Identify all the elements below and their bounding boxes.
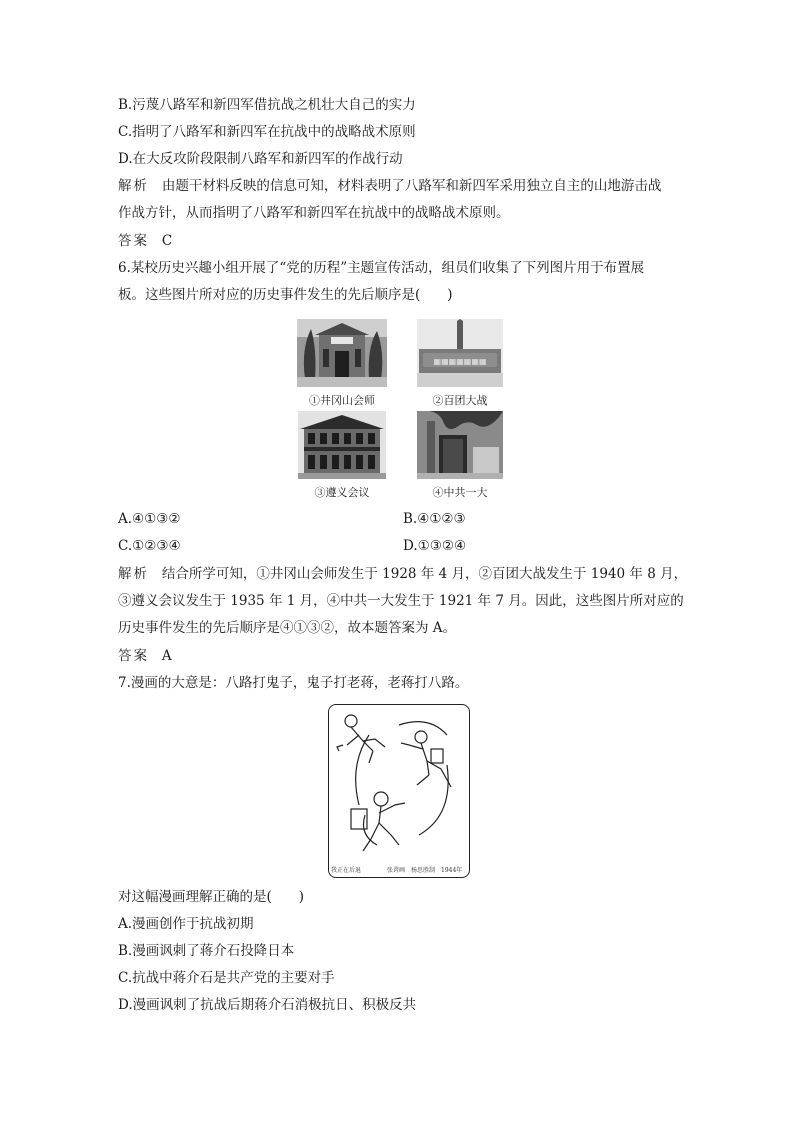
photo-baituan	[417, 319, 503, 387]
cartoon-caption-left: 我正在后退	[331, 867, 362, 874]
option-b: B.④①②③	[403, 511, 466, 527]
answer-label: 答案	[118, 233, 149, 249]
cartoon-caption-right: 张谔画 杨思胜制 1944年	[387, 867, 463, 874]
answer-value: C	[161, 233, 173, 249]
analysis-label: 解析	[118, 566, 149, 582]
answer-q5	[118, 231, 172, 251]
caption-3: ③遵义会议	[314, 486, 370, 499]
photo-zunyi	[298, 411, 386, 479]
question-7-stem: 7.漫画的大意是：八路打鬼子，鬼子打老蒋，老蒋打八路。	[118, 675, 469, 691]
building-photo-icon	[297, 319, 387, 387]
caption-2: ②百团大战	[432, 394, 488, 407]
monument-photo-icon	[417, 319, 503, 387]
option-d: D.①③②④	[403, 538, 467, 554]
answer-q6	[118, 646, 172, 666]
question-6-stem: 6.某校历史兴趣小组开展了“党的历程”主题宣传活动，组员们收集了下列图片用于布置展	[118, 260, 645, 276]
analysis-text-line3: 历史事件发生的先后顺序是④①③②，故本题答案为 A。	[118, 620, 457, 636]
question-7-prompt: 对这幅漫画理解正确的是( )	[118, 889, 305, 905]
option-a: A.④①③②	[118, 511, 181, 527]
option-b-previous: B.污蔑八路军和新四军借抗战之机壮大自己的实力	[118, 97, 416, 113]
analysis-text: 由题干材料反映的信息可知，材料表明了八路军和新四军采用独立自主的山地游击战	[161, 178, 662, 194]
option-d-previous: D.在大反攻阶段限制八路军和新四军的作战行动	[118, 151, 403, 167]
building-photo-icon	[417, 411, 503, 479]
answer-label: 答案	[118, 648, 149, 664]
answer-value: A	[161, 648, 172, 664]
option-c-previous: C.指明了八路军和新四军在抗战中的战略战术原则	[118, 124, 416, 140]
cartoon-image	[328, 704, 470, 878]
cartoon-drawing-icon	[329, 705, 469, 865]
analysis-label: 解析	[118, 178, 149, 194]
photo-cpc-first-congress	[417, 411, 503, 479]
option-c: C.①②③④	[118, 538, 181, 554]
analysis-paragraph-q5	[118, 176, 661, 196]
option-d: D.漫画讽刺了抗战后期蒋介石消极抗日、积极反共	[118, 997, 417, 1013]
analysis-text-line2: 作战方针，从而指明了八路军和新四军在抗战中的战略战术原则。	[118, 205, 510, 221]
analysis-text: 结合所学可知，①井冈山会师发生于 1928 年 4 月，②百团大战发生于 1940 年 8 月，	[161, 566, 688, 582]
building-photo-icon	[298, 411, 386, 479]
caption-4: ④中共一大	[432, 486, 488, 499]
photo-jinggangshan	[297, 319, 387, 387]
analysis-paragraph-q6	[118, 564, 687, 584]
option-c: C.抗战中蒋介石是共产党的主要对手	[118, 970, 335, 986]
option-b: B.漫画讽刺了蒋介石投降日本	[118, 943, 295, 959]
svg-text:▦▦▦▦▦▦▦: ▦▦▦▦▦▦▦	[433, 357, 487, 366]
option-a: A.漫画创作于抗战初期	[118, 916, 254, 932]
question-6-stem-line2: 板。这些图片所对应的历史事件发生的先后顺序是( )	[118, 287, 453, 303]
analysis-text-line2: ③遵义会议发生于 1935 年 1 月，④中共一大发生于 1921 年 7 月。因此，这些图片所对应的	[118, 593, 684, 609]
caption-1: ①井冈山会师	[309, 394, 375, 407]
